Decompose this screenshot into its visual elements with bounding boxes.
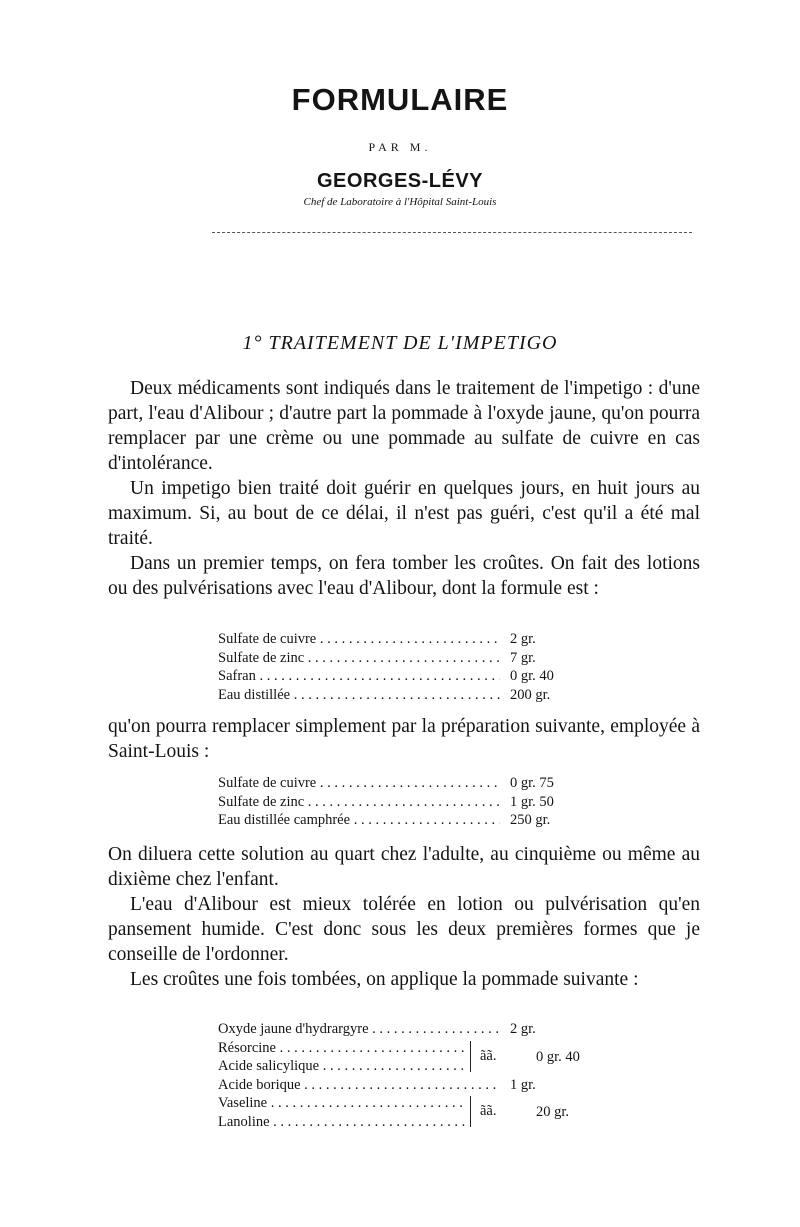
header-divider — [212, 232, 692, 233]
ingredient-qty: 1 gr. — [510, 1076, 536, 1093]
formula-row — [218, 1076, 618, 1095]
ingredient-qty: 7 gr. — [510, 649, 536, 666]
ingredient-qty: 2 gr. — [510, 1021, 536, 1037]
body-text-block-3 — [108, 842, 700, 992]
formula-eau-alibour — [218, 630, 618, 704]
page-title: FORMULAIRE — [291, 82, 509, 117]
ingredient-qty: 0 gr. 40 — [510, 668, 554, 684]
body-text-block-2 — [108, 714, 700, 764]
ingredient-name: Sulfate de zinc . . . — [218, 649, 500, 668]
ingredient-name: Résorcine . . . — [218, 1039, 466, 1058]
ingredient-qty: 0 gr. 75 — [510, 775, 554, 791]
paragraph: Deux médicaments sont indiqués dans le traitement de l'impetigo : d'une part, l'eau d'Alibour ; d'autre part la pommade à l'oxyde jaune, qu'on pourra remplacer par une crème ou une pommade au sulfate de cuivre en cas d'intolérance. — [108, 378, 700, 474]
brace-icon — [470, 1096, 478, 1127]
ingredient-qty: 2 gr. — [510, 631, 536, 647]
ingredient-name: Acide salicylique . . . — [218, 1057, 466, 1076]
ingredient-qty: 1 gr. 50 — [510, 793, 554, 810]
paragraph: Les croûtes une fois tombées, on applique la pommade suivante : — [130, 969, 639, 990]
ingredient-qty: 250 gr. — [510, 812, 551, 828]
formula-row — [218, 630, 618, 649]
formula-group — [218, 1039, 618, 1076]
body-text-block-1 — [108, 376, 700, 601]
ingredient-name: Sulfate de cuivre . . . — [218, 630, 500, 649]
paragraph: Un impetigo bien traité doit guérir en quelques jours, en huit jours au maximum. Si, au bout de ce délai, il n'est pas guéri, c'est qu'il a été mal traité. — [108, 478, 700, 549]
formula-row — [218, 667, 618, 686]
ingredient-qty: 200 gr. — [510, 686, 551, 703]
formula-row — [218, 649, 618, 668]
byline-par: PAR M. — [368, 140, 432, 154]
formula-pommade — [218, 1020, 618, 1131]
ingredient-qty: 0 gr. 40 — [536, 1048, 580, 1065]
formula-row — [218, 811, 618, 830]
formula-group — [218, 1094, 618, 1131]
paragraph: L'eau d'Alibour est mieux tolérée en lotion ou pulvérisation qu'en pansement humide. C'est donc sous les deux premières formes que je conseille de l'ordonner. — [108, 894, 700, 965]
ingredient-name: Eau distillée . . . — [218, 686, 500, 705]
ingredient-name: Eau distillée camphrée . . . — [218, 811, 500, 830]
author-name: GEORGES-LÉVY — [316, 170, 484, 192]
ingredient-name: Oxyde jaune d'hydrargyre . . . — [218, 1020, 500, 1039]
ana-partes-marker: ãã. — [480, 1103, 497, 1119]
formula-row — [218, 774, 618, 793]
formula-row — [218, 1020, 618, 1039]
formula-row — [218, 793, 618, 812]
ingredient-name: Lanoline . . . — [218, 1113, 466, 1132]
author-affiliation: Chef de Laboratoire à l'Hôpital Saint-Louis — [303, 196, 497, 208]
ana-partes-marker: ãã. — [480, 1047, 497, 1064]
ingredient-name: Vaseline . . . — [218, 1094, 466, 1113]
paragraph: Dans un premier temps, on fera tomber les croûtes. On fait des lotions ou des pulvérisations avec l'eau d'Alibour, dont la formule est : — [108, 553, 700, 599]
section-heading: 1° TRAITEMENT DE L'IMPETIGO — [242, 332, 558, 354]
ingredient-name: Safran . . . — [218, 667, 500, 686]
ingredient-qty: 20 gr. — [536, 1104, 570, 1120]
formula-saint-louis — [218, 774, 618, 830]
formula-row — [218, 686, 618, 705]
ingredient-name: Sulfate de zinc . . . — [218, 793, 500, 812]
paragraph: On diluera cette solution au quart chez l'adulte, au cinquième ou même au dixième chez l'enfant. — [108, 844, 700, 890]
paragraph: qu'on pourra remplacer simplement par la préparation suivante, employée à Saint-Louis : — [108, 716, 700, 762]
brace-icon — [470, 1041, 478, 1072]
ingredient-name: Acide borique . . . — [218, 1076, 500, 1095]
ingredient-name: Sulfate de cuivre . . . — [218, 774, 500, 793]
